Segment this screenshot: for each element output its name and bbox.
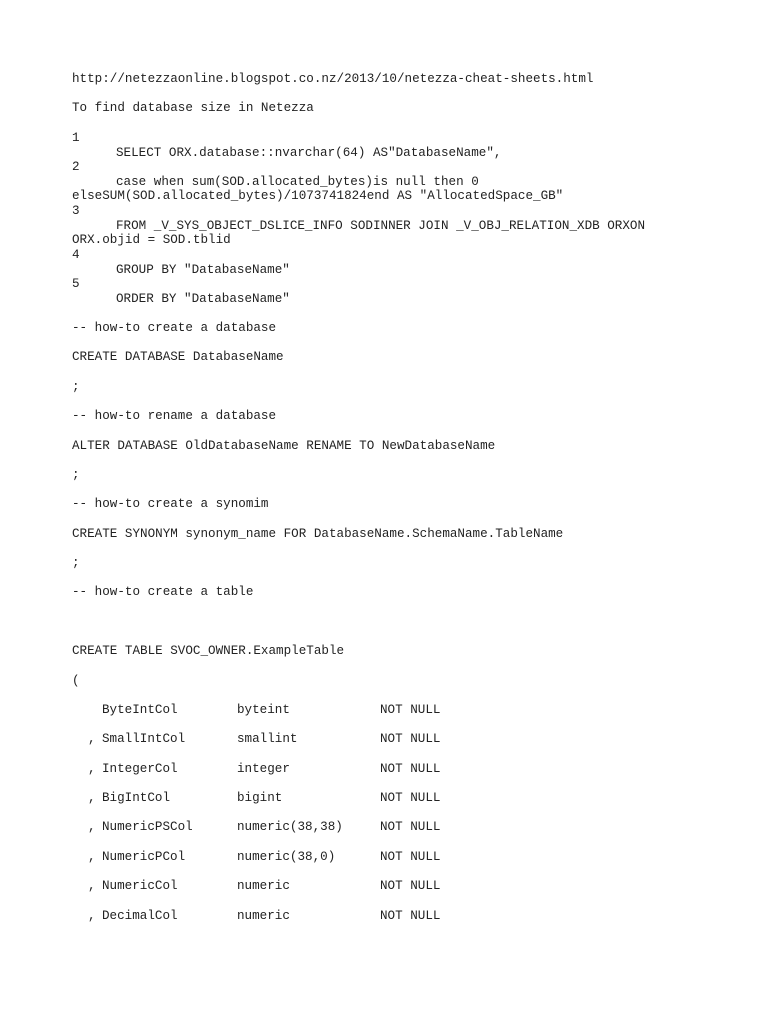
column-name: ByteIntCol <box>102 703 178 717</box>
column-constraint: NOT NULL <box>380 820 441 834</box>
column-constraint: NOT NULL <box>380 762 441 776</box>
sql-comment: -- how-to create a synomim <box>72 497 269 511</box>
listing-number: 4 <box>72 248 80 262</box>
sql-statement: CREATE DATABASE DatabaseName <box>72 350 284 364</box>
column-name: NumericCol <box>102 879 178 893</box>
column-type: numeric <box>237 909 290 923</box>
column-prefix: , <box>88 732 96 746</box>
code-line: FROM _V_SYS_OBJECT_DSLICE_INFO SODINNER JOIN _V_OBJ_RELATION_XDB ORXON <box>116 219 646 233</box>
listing-number: 2 <box>72 160 80 174</box>
sql-comment: -- how-to create a table <box>72 585 254 599</box>
code-line: ORDER BY "DatabaseName" <box>116 292 290 306</box>
column-name: IntegerCol <box>102 762 178 776</box>
section-heading: To find database size in Netezza <box>72 101 314 115</box>
code-line: case when sum(SOD.allocated_bytes)is null then 0 <box>116 175 479 189</box>
code-line-continued: elseSUM(SOD.allocated_bytes)/1073741824end AS "AllocatedSpace_GB" <box>72 189 564 203</box>
column-type: numeric(38,38) <box>237 820 343 834</box>
column-type: numeric(38,0) <box>237 850 336 864</box>
source-url: http://netezzaonline.blogspot.co.nz/2013/10/netezza-cheat-sheets.html <box>72 72 594 86</box>
sql-statement: ALTER DATABASE OldDatabaseName RENAME TO NewDatabaseName <box>72 439 496 453</box>
column-prefix: , <box>88 850 96 864</box>
sql-terminator: ; <box>72 556 80 570</box>
column-constraint: NOT NULL <box>380 703 441 717</box>
listing-number: 5 <box>72 277 80 291</box>
column-prefix: , <box>88 879 96 893</box>
code-line: SELECT ORX.database::nvarchar(64) AS"DatabaseName", <box>116 146 502 160</box>
code-line: GROUP BY "DatabaseName" <box>116 263 290 277</box>
sql-statement: CREATE SYNONYM synonym_name FOR DatabaseName.SchemaName.TableName <box>72 527 564 541</box>
column-name: NumericPSCol <box>102 820 193 834</box>
column-constraint: NOT NULL <box>380 909 441 923</box>
column-type: numeric <box>237 879 290 893</box>
sql-terminator: ; <box>72 468 80 482</box>
sql-statement: CREATE TABLE SVOC_OWNER.ExampleTable <box>72 644 345 658</box>
open-paren: ( <box>72 674 80 688</box>
column-prefix: , <box>88 820 96 834</box>
column-constraint: NOT NULL <box>380 791 441 805</box>
code-line-continued: ORX.objid = SOD.tblid <box>72 233 231 247</box>
sql-comment: -- how-to rename a database <box>72 409 277 423</box>
column-name: NumericPCol <box>102 850 186 864</box>
listing-number: 1 <box>72 131 80 145</box>
column-name: DecimalCol <box>102 909 178 923</box>
column-type: smallint <box>237 732 298 746</box>
column-constraint: NOT NULL <box>380 850 441 864</box>
column-type: byteint <box>237 703 290 717</box>
listing-number: 3 <box>72 204 80 218</box>
column-prefix: , <box>88 791 96 805</box>
column-type: bigint <box>237 791 283 805</box>
column-constraint: NOT NULL <box>380 879 441 893</box>
column-type: integer <box>237 762 290 776</box>
column-name: SmallIntCol <box>102 732 186 746</box>
column-constraint: NOT NULL <box>380 732 441 746</box>
sql-terminator: ; <box>72 380 80 394</box>
column-prefix: , <box>88 762 96 776</box>
column-name: BigIntCol <box>102 791 171 805</box>
column-prefix: , <box>88 909 96 923</box>
sql-comment: -- how-to create a database <box>72 321 277 335</box>
